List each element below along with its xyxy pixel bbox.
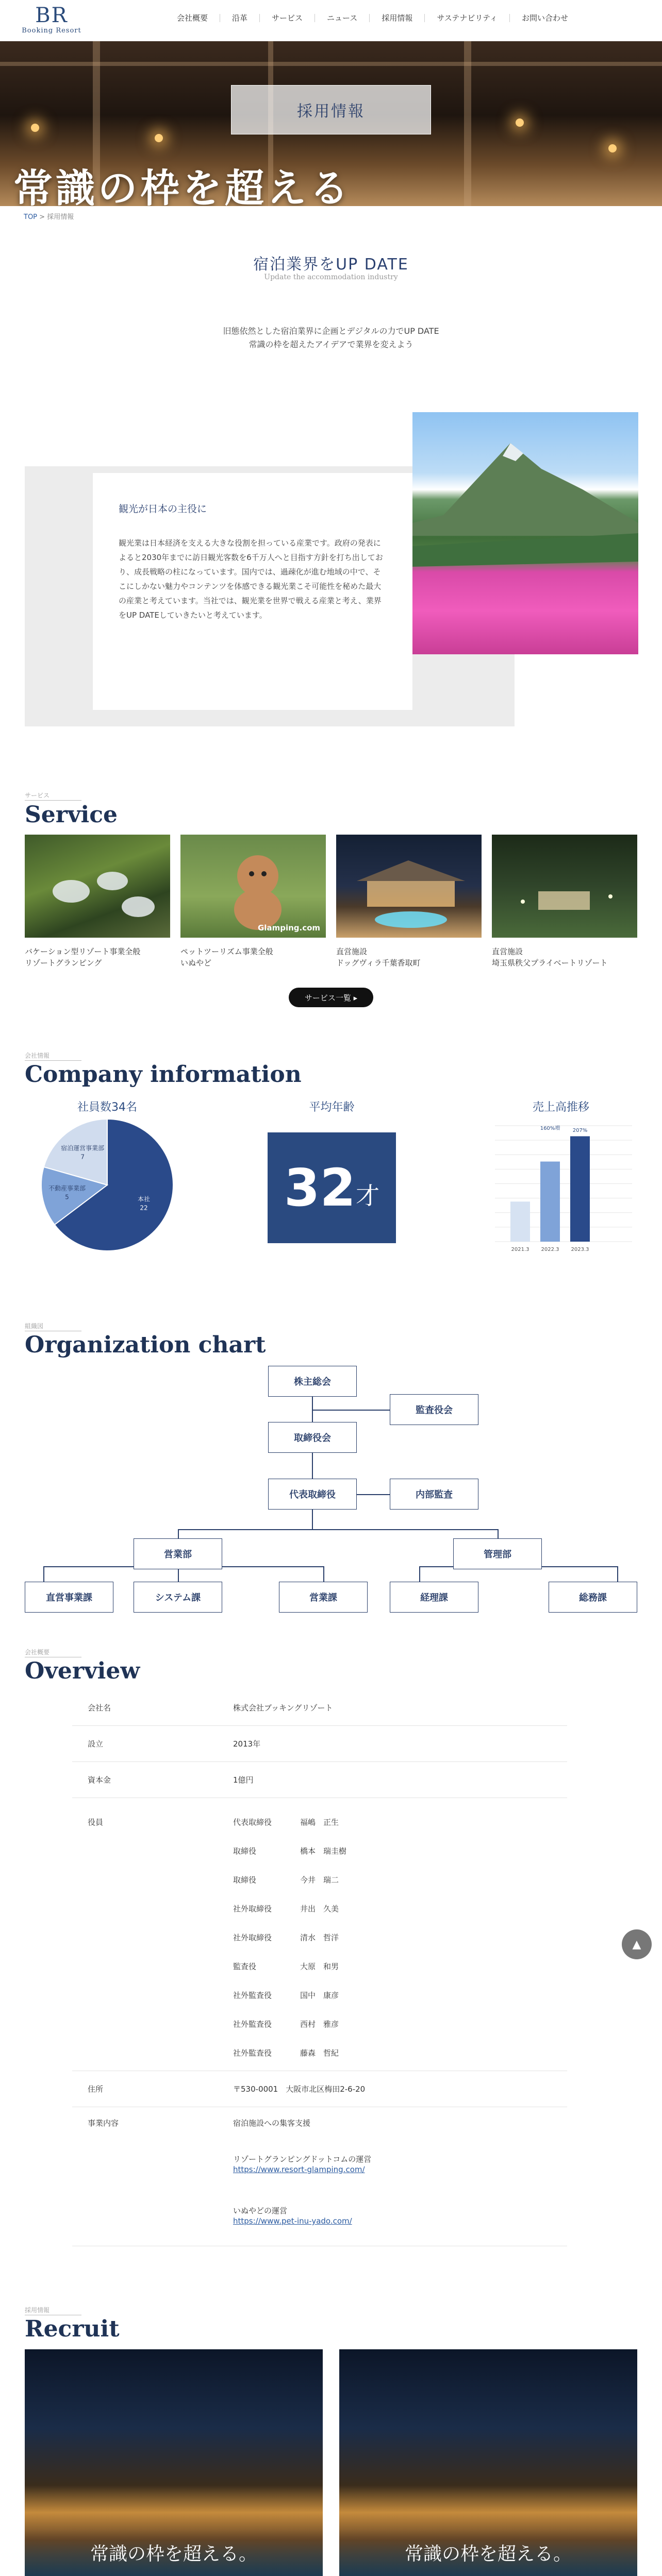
overview-value: リゾートグランピングドットコムの運営 [233, 2155, 372, 2164]
org-admin-dept: 管理部 [453, 1538, 542, 1569]
pie-value: 22 [140, 1204, 148, 1212]
org-auditor-board: 監査役会 [390, 1394, 478, 1425]
overview-value: いぬやどの運営 [233, 2206, 288, 2215]
private-resort-illustration [492, 835, 637, 938]
breadcrumb-home[interactable]: TOP [24, 213, 38, 221]
villa-pool-illustration [336, 835, 482, 938]
org-shareholders: 株主総会 [268, 1366, 357, 1397]
officer-title: 取締役 [233, 1846, 257, 1856]
breadcrumb-sep: > [39, 213, 45, 221]
overview-value: 〒530-0001 大阪市北区梅田2-6-20 [233, 2084, 366, 2094]
intro-card-body: 観光業は日本経済を支える大きな役割を担っている産業です。政府の発表によると2030年までに訪日観光客数を6千万人へと目指す方針を打ち出しており、成長戦略の柱になっています。国内では、過疎化が進む地域の中で、そこにしかない魅力やコンテンツを体感できる観光業こそ可能性を秘めた最大の産業と考えています。当社では、観光業を世界で戦える産業と考え、業界をUP DATEしていきたいと考えています。 [119, 538, 383, 620]
service-caption-3-line1: 直営施設 [336, 947, 368, 956]
officer-name: 橋本 瑞圭樹 [300, 1846, 347, 1856]
intro-line-1: 旧態依然とした宿泊業界に企画とデジタルの力でUP DATE [223, 326, 439, 336]
bar-annotation: 160%増 [540, 1126, 560, 1131]
officer-name: 今井 瑞二 [300, 1875, 339, 1885]
hero-title: 常識の枠を超える [13, 165, 352, 206]
org-internal-audit: 内部監査 [390, 1479, 478, 1510]
overview-value: 2013年 [233, 1739, 261, 1749]
service-caption-1-line1: バケーション型リゾート事業全般 [25, 947, 141, 956]
service-caption-4-line2: 埼玉県秩父プライベートリゾート [492, 958, 608, 968]
service-title: Service [25, 802, 118, 828]
nav-contact[interactable]: お問い合わせ [509, 14, 580, 22]
officer-title: 取締役 [233, 1875, 257, 1885]
breadcrumb-current: 採用情報 [47, 213, 74, 221]
intro-title: 宿泊業界をUP DATE [253, 256, 409, 274]
overview-value: 宿泊施設への集客支援 [233, 2119, 311, 2128]
overview-row-officers [72, 1798, 567, 2071]
service-image-1[interactable] [25, 835, 170, 938]
service-small-label: サービス [25, 792, 50, 799]
nav-news[interactable]: ニュース [315, 14, 369, 22]
nav-company[interactable]: 会社概要 [177, 13, 208, 23]
recruit-title: Recruit [25, 2316, 120, 2342]
logo-text: Booking Resort [22, 27, 81, 35]
service-caption-2-line1: ペットツーリズム事業全般 [180, 947, 273, 956]
bar [510, 1201, 530, 1242]
bar-marks [510, 1136, 590, 1242]
nav-sustainability[interactable]: サステナビリティ [424, 14, 509, 22]
site-header [0, 0, 662, 41]
top-nav [165, 0, 580, 36]
officer-name: 福嶋 正生 [300, 1818, 339, 1827]
overview-value: 1億円 [233, 1775, 254, 1785]
officer-name: 清水 哲洋 [300, 1933, 339, 1942]
site-logo[interactable] [21, 4, 82, 37]
officer-name: 藤森 哲紀 [300, 2048, 339, 2058]
pie-label: 不動産事業部 [48, 1184, 86, 1192]
org-title: Organization chart [25, 1332, 266, 1358]
bar [570, 1136, 590, 1242]
officer-title: 代表取締役 [233, 1818, 272, 1827]
nav-recruit[interactable]: 採用情報 [369, 14, 424, 22]
org-small-label: 組織図 [25, 1323, 44, 1330]
org-division: システム課 [134, 1582, 222, 1613]
scroll-top-button[interactable] [622, 1929, 652, 1959]
mountain-illustration [412, 412, 638, 654]
overview-row-founded [72, 1726, 567, 1762]
officer-title: 社外監査役 [233, 2048, 272, 2058]
overview-label: 会社名 [88, 1703, 111, 1713]
bar-category-label: 2022.3 [541, 1247, 559, 1252]
overview-title: Overview [25, 1658, 140, 1684]
service-caption-2-line2: いぬやど [180, 958, 212, 968]
officer-title: 社外取締役 [233, 1933, 272, 1942]
nav-history[interactable]: 沿革 [220, 14, 259, 22]
officer-title: 社外監査役 [233, 2020, 272, 2029]
service-caption-4-line1: 直営施設 [492, 947, 523, 956]
nav-service[interactable]: サービス [259, 14, 315, 22]
company-title: Company information [25, 1061, 302, 1088]
org-sales-dept: 営業部 [134, 1538, 222, 1569]
overview-row-business [72, 2107, 567, 2246]
officer-title: 監査役 [233, 1962, 257, 1971]
sales-bar-chart [485, 1115, 637, 1257]
officer-name: 西村 雅彦 [300, 2020, 339, 2029]
officer-name: 大原 和男 [300, 1962, 339, 1971]
service-rule [25, 800, 81, 801]
pie-value: 5 [65, 1193, 69, 1201]
service-image-2[interactable] [180, 835, 326, 938]
company-rule [25, 1060, 81, 1061]
org-division: 経理課 [390, 1582, 478, 1613]
service-caption-3-line2: ドッグヴィラ千葉香取町 [336, 958, 421, 968]
avg-age-title: 平均年齢 [309, 1101, 355, 1114]
logo-mark: BR [35, 4, 68, 27]
service-image-2-watermark: Glamping.com [258, 923, 321, 933]
overview-label: 事業内容 [88, 2119, 119, 2128]
overview-row-company [72, 1690, 567, 1726]
pie-label: 本社 [138, 1195, 151, 1203]
recruit-image-caption: 常識の枠を超える。 [25, 2529, 323, 2576]
service-caption-2[interactable] [180, 946, 326, 969]
glamping-tents-illustration [25, 835, 170, 938]
service-caption-1[interactable] [25, 946, 170, 969]
pie-value: 7 [80, 1153, 85, 1161]
intro-line-2: 常識の枠を超えたアイデアで業界を変えよう [249, 340, 413, 349]
service-caption-3[interactable] [336, 946, 482, 969]
recruit-image-2[interactable] [339, 2349, 637, 2576]
org-division: 総務課 [549, 1582, 637, 1613]
overview-value: 株式会社ブッキングリゾート [233, 1703, 333, 1713]
recruit-image-1[interactable] [25, 2349, 323, 2576]
org-division: 直営事業課 [25, 1582, 113, 1613]
overview-label: 役員 [88, 1818, 104, 1827]
inuyado-link[interactable]: https://www.pet-inu-yado.com/ [233, 2216, 352, 2226]
company-small-label: 会社情報 [25, 1052, 50, 1059]
recruit-image-caption: 常識の枠を超える。 [339, 2529, 637, 2576]
org-division: 営業課 [279, 1582, 368, 1613]
intro-photo [412, 412, 638, 654]
service-image-3[interactable] [336, 835, 482, 938]
service-image-4[interactable] [492, 835, 637, 938]
hero-banner [0, 41, 662, 206]
employees-pie-chart [25, 1115, 190, 1255]
arrow-up-icon: ▲ [632, 1938, 641, 1951]
service-caption-4[interactable] [492, 946, 637, 969]
service-caption-1-line2: リゾートグランピング [25, 958, 102, 968]
intro-subtitle: Update the accommodation industry [264, 273, 398, 281]
overview-small-label: 会社概要 [25, 1649, 50, 1656]
officer-name: 国中 康彦 [300, 1991, 339, 2000]
officer-title: 社外監査役 [233, 1991, 272, 2000]
intro-card [93, 473, 412, 710]
intro-card-title: 観光が日本の主役に [119, 503, 207, 515]
resort-glamping-link[interactable]: https://www.resort-glamping.com/ [233, 2165, 365, 2174]
overview-label: 住所 [88, 2084, 104, 2094]
overview-row-capital [72, 1762, 567, 1798]
avg-age-value: 32 [284, 1157, 356, 1218]
overview-label: 設立 [88, 1739, 104, 1749]
bar-category-label: 2021.3 [511, 1247, 529, 1252]
bar-annotation: 207% [572, 1128, 588, 1133]
sales-chart-title: 売上高推移 [532, 1101, 589, 1114]
overview-label: 資本金 [88, 1775, 111, 1785]
employees-chart-title: 社員数34名 [77, 1101, 137, 1114]
bar-category-label: 2023.3 [571, 1247, 589, 1252]
breadcrumb [24, 211, 74, 221]
org-ceo: 代表取締役 [268, 1479, 357, 1510]
officer-name: 井出 久美 [300, 1904, 339, 1913]
dog-illustration [180, 835, 326, 938]
pie-label: 宿泊運営事業部 [61, 1144, 105, 1152]
avg-age-unit: 才 [356, 1181, 380, 1210]
org-board: 取締役会 [268, 1422, 357, 1453]
avg-age-box [268, 1132, 396, 1243]
overview-row-address [72, 2071, 567, 2107]
service-list-button[interactable]: サービス一覧 ▸ [289, 988, 373, 1007]
hero-badge: 採用情報 [231, 85, 431, 134]
bar [540, 1162, 560, 1242]
officer-title: 社外取締役 [233, 1904, 272, 1913]
recruit-small-label: 採用情報 [25, 2307, 50, 2314]
